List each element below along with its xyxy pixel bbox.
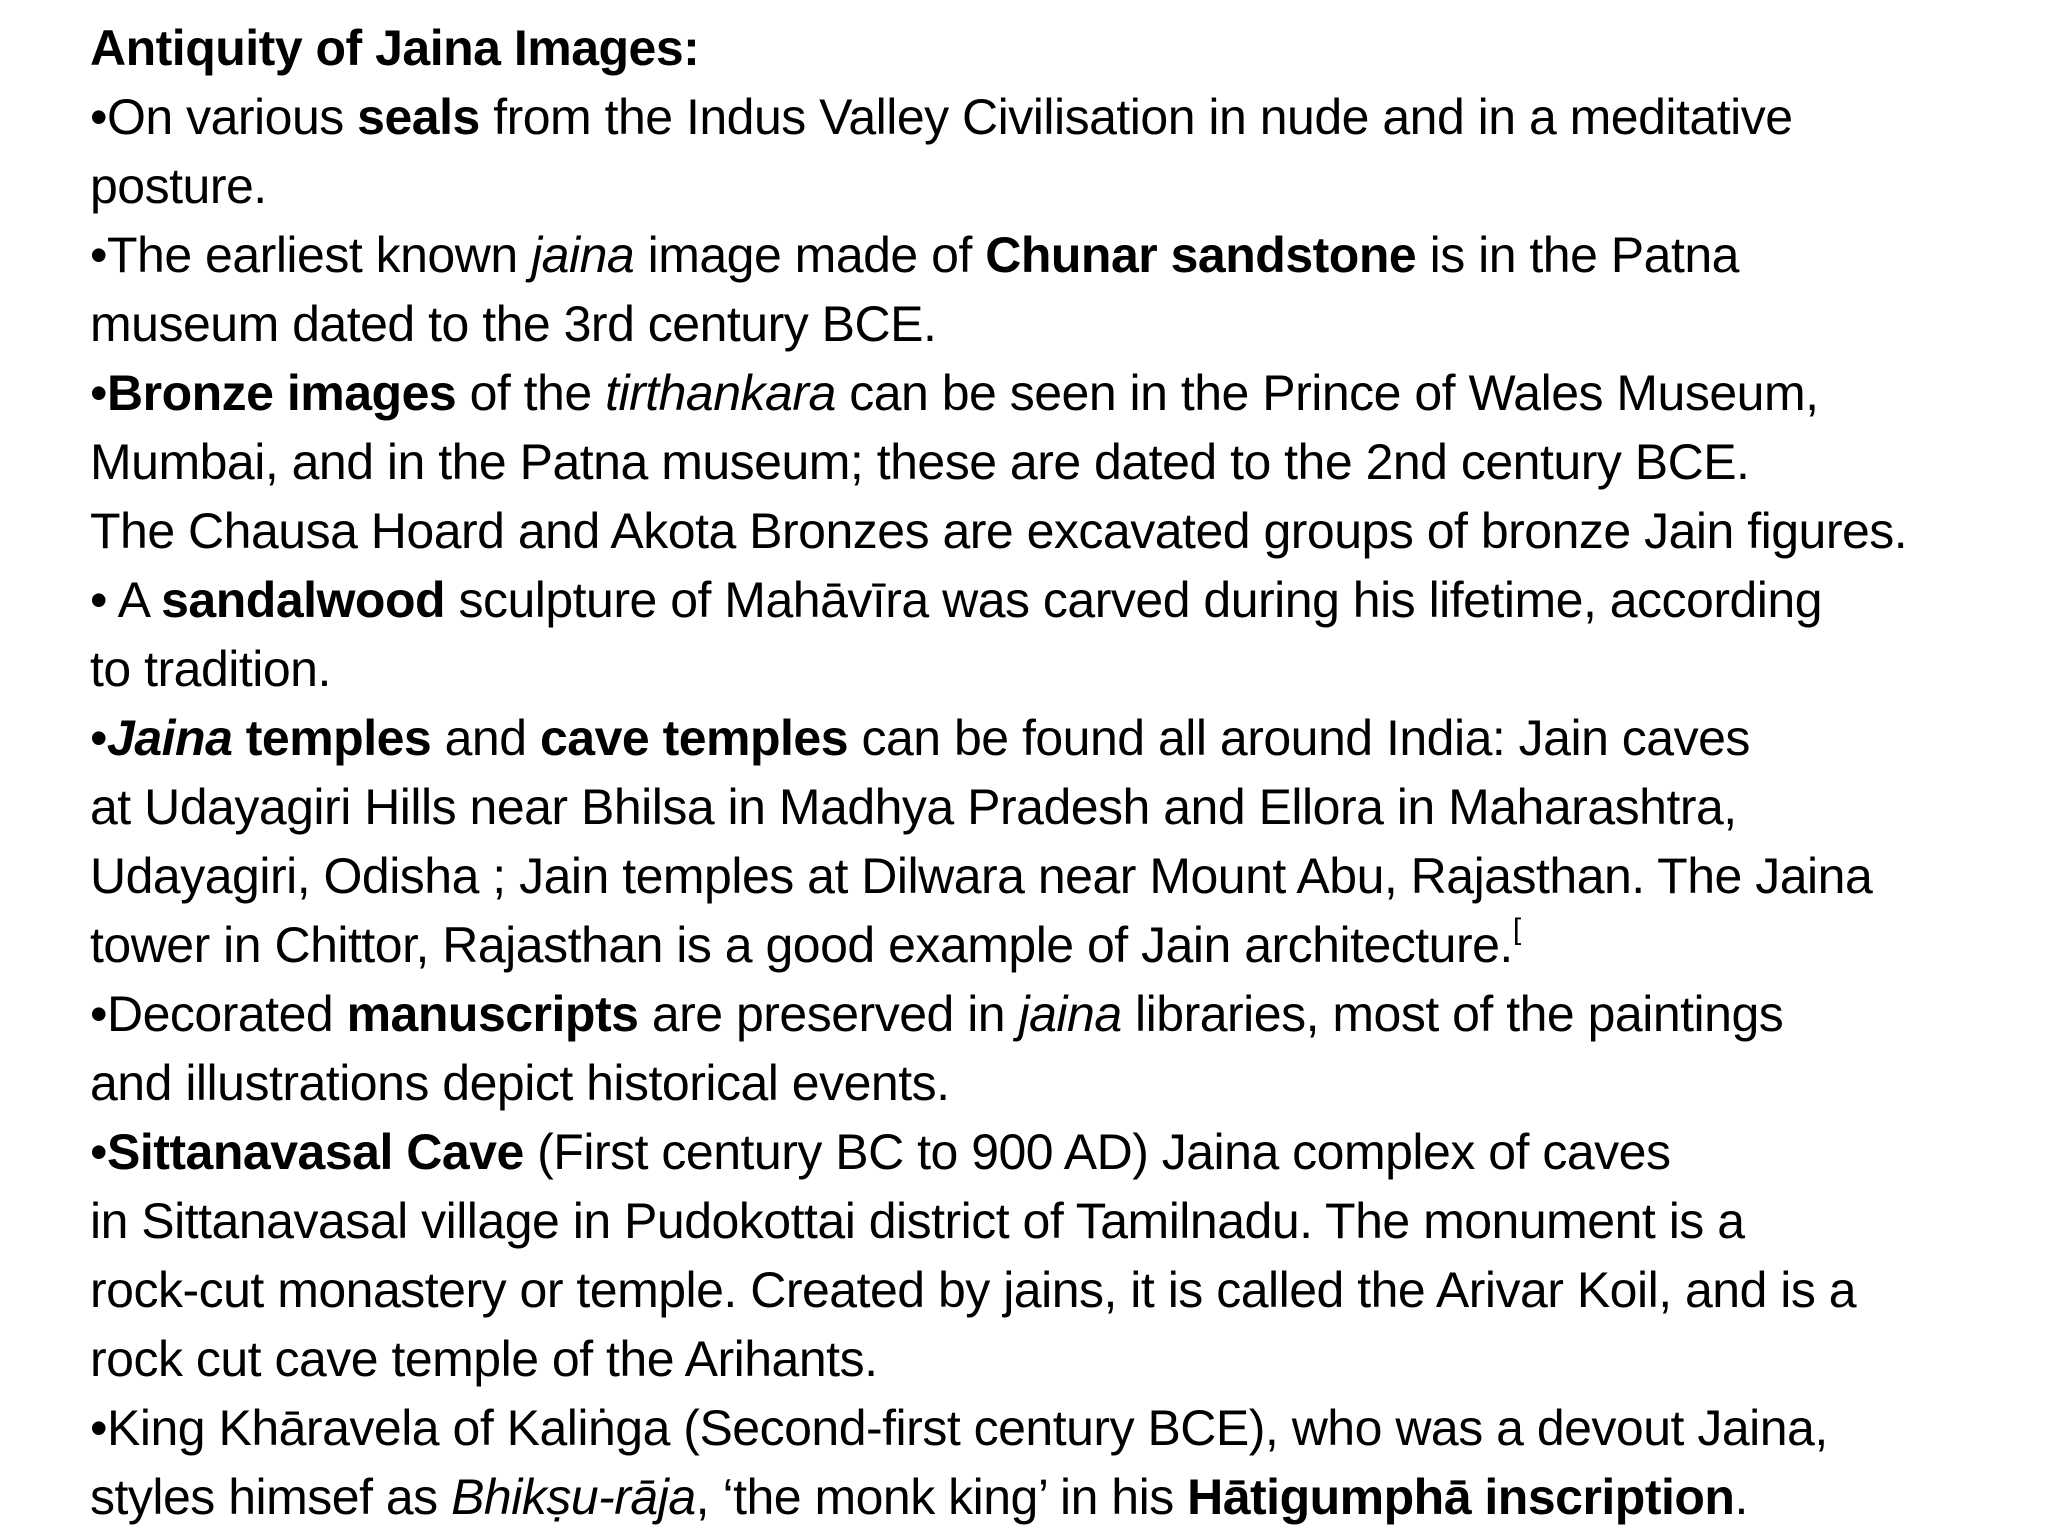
- slide-title: [90, 14, 2020, 83]
- bold-span: sandalwood: [161, 572, 446, 628]
- text-span: •The earliest known: [90, 227, 532, 283]
- text-span: (First century BC to 900 AD) Jaina complex of caves: [523, 1124, 1671, 1180]
- text-span: rock cut cave temple of the Arihants.: [90, 1331, 878, 1387]
- text-span: at Udayagiri Hills near Bhilsa in Madhya Pradesh and Ellora in Maharashtra,: [90, 779, 1737, 835]
- text-span: •Decorated: [90, 986, 347, 1042]
- text-span: to tradition.: [90, 641, 331, 697]
- text-span: are preserved in: [638, 986, 1019, 1042]
- bullet-sittanavasal-line-3: [90, 1256, 2020, 1325]
- text-span: can be seen in the Prince of Wales Museum,: [835, 365, 1819, 421]
- bullet-sittanavasal-line-1: [90, 1118, 2020, 1187]
- bullet-chunar-line-1: [90, 221, 2020, 290]
- text-span: • A: [90, 572, 162, 628]
- bold-span: cave temples: [539, 710, 849, 766]
- text-span: •King Khāravela of Kaliṅga (Second-first century BCE), who was a devout Jaina,: [90, 1400, 1828, 1456]
- bold-span: Chunar sandstone: [985, 227, 1417, 283]
- italic-span: Bhikṣu-rāja: [451, 1469, 696, 1525]
- text-span: •: [90, 710, 108, 766]
- text-span: museum dated to the 3rd century BCE.: [90, 296, 937, 352]
- bold-span: manuscripts: [346, 986, 639, 1042]
- text-span: image made of: [634, 227, 986, 283]
- text-span: can be found all around India: Jain caves: [848, 710, 1750, 766]
- bullet-seals-line-1: [90, 83, 2020, 152]
- bullet-bronze-line-1: [90, 359, 2020, 428]
- text-span: , ‘the monk king’ in his: [695, 1469, 1188, 1525]
- text-span: of the: [456, 365, 606, 421]
- bullet-sandalwood-line-1: [90, 566, 2020, 635]
- text-span: •: [90, 1124, 108, 1180]
- bullet-sandalwood-line-2: [90, 635, 2020, 704]
- text-span: Mumbai, and in the Patna museum; these are dated to the 2nd century BCE.: [90, 434, 1750, 490]
- title-text: Antiquity of Jaina Images:: [90, 20, 700, 76]
- text-span: styles himsef as: [90, 1469, 452, 1525]
- bold-span: seals: [357, 89, 480, 145]
- text-span: in Sittanavasal village in Pudokottai district of Tamilnadu. The monument is a: [90, 1193, 1745, 1249]
- text-span: posture.: [90, 158, 267, 214]
- bullet-temples-line-3: [90, 842, 2020, 911]
- bold-span: Sittanavasal Cave: [107, 1124, 524, 1180]
- bullet-manuscripts-line-2: [90, 1049, 2020, 1118]
- bullet-bronze-line-2: [90, 428, 2020, 497]
- text-span: tower in Chittor, Rajasthan is a good example of Jain architecture.: [90, 917, 1513, 973]
- bullet-temples-line-4: [90, 911, 2020, 980]
- bullet-kharavela-line-1: [90, 1394, 2020, 1463]
- text-span: and illustrations depict historical events.: [90, 1055, 950, 1111]
- bullet-kharavela-line-2: [90, 1463, 2020, 1532]
- bullet-sittanavasal-line-4: [90, 1325, 2020, 1394]
- text-span: .: [1734, 1469, 1748, 1525]
- bullet-temples-line-1: [90, 704, 2020, 773]
- text-span: The Chausa Hoard and Akota Bronzes are excavated groups of bronze Jain figures.: [90, 503, 1908, 559]
- bold-italic-span: [107, 710, 232, 766]
- italic-span: jaina: [1018, 986, 1122, 1042]
- text-span: libraries, most of the paintings: [1121, 986, 1784, 1042]
- text-span: and: [431, 710, 540, 766]
- italic-span: jaina: [531, 227, 635, 283]
- italic-span: Jaina: [107, 710, 233, 766]
- footnote-bracket: [: [1512, 913, 1521, 946]
- text-span: •: [90, 365, 108, 421]
- bold-span: Hātigumphā inscription: [1187, 1469, 1735, 1525]
- bold-span: Bronze images: [107, 365, 457, 421]
- bullet-temples-line-2: [90, 773, 2020, 842]
- bullet-seals-line-2: [90, 152, 2020, 221]
- text-span: is in the Patna: [1416, 227, 1739, 283]
- bold-span: temples: [232, 710, 432, 766]
- bullet-bronze-line-3: [90, 497, 2020, 566]
- text-span: from the Indus Valley Civilisation in nude and in a meditative: [479, 89, 1793, 145]
- italic-span: tirthankara: [605, 365, 836, 421]
- bullet-chunar-line-2: [90, 290, 2020, 359]
- text-span: •On various: [90, 89, 358, 145]
- text-span: Udayagiri, Odisha ; Jain temples at Dilwara near Mount Abu, Rajasthan. The Jaina: [90, 848, 1873, 904]
- bullet-sittanavasal-line-2: [90, 1187, 2020, 1256]
- text-span: sculpture of Mahāvīra was carved during his lifetime, according: [445, 572, 1823, 628]
- slide-body: [90, 14, 2020, 1532]
- text-span: rock-cut monastery or temple. Created by jains, it is called the Arivar Koil, and is a: [90, 1262, 1857, 1318]
- bullet-manuscripts-line-1: [90, 980, 2020, 1049]
